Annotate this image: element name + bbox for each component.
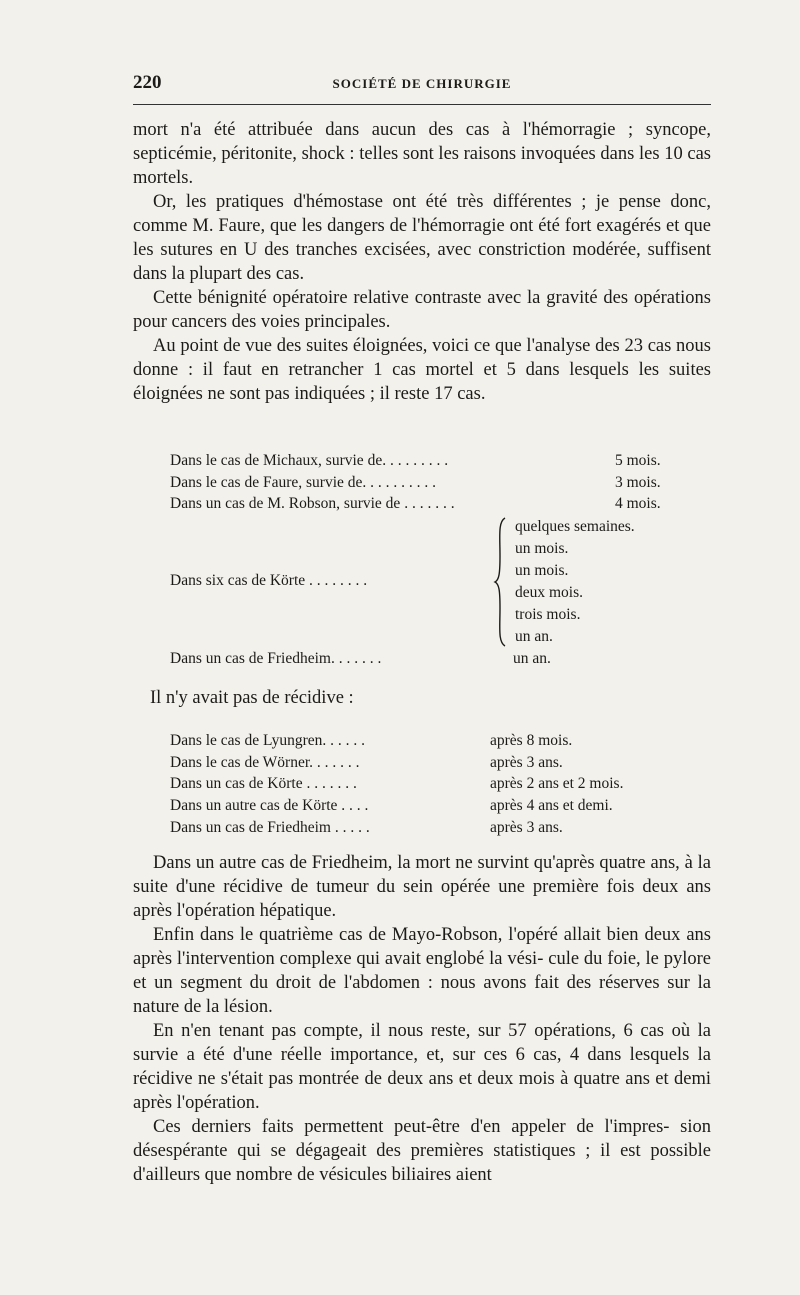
korte-value: un mois. (515, 540, 569, 557)
paragraph: mort n'a été attribuée dans aucun des cas à l'hémorragie ; syncope, septicémie, péritonite, shock : telles sont les raisons invoquées dans les 10 cas mortels. (133, 120, 711, 188)
list-item: Dans un cas de Körte . . . . . . . (170, 775, 357, 792)
header-rule (133, 104, 711, 105)
list-item-value: après 4 ans et demi. (490, 797, 613, 814)
list-item: Dans un cas de Friedheim . . . . . (170, 819, 370, 836)
korte-value: un an. (515, 628, 553, 645)
list-item: Dans un cas de Friedheim. . . . . . . (170, 650, 382, 667)
list-item: Dans le cas de Lyungren. . . . . . (170, 732, 365, 749)
korte-value: un mois. (515, 562, 569, 579)
paragraph: En n'en tenant pas compte, il nous reste, sur 57 opérations, 6 cas où la survie a été d'une réelle importance, et, sur ces 6 cas, 4 dans lesquels la récidive ne s'était pas montrée de deux ans et deux mois à quatre ans et demi après l'opération. (133, 1021, 712, 1113)
list-item-value: 5 mois. (615, 452, 661, 469)
book-page: 220 SOCIÉTÉ DE CHIRURGIE mort n'a été attribuée dans aucun des cas à l'hémorragie ; syncope, septicémie, péritonite, shock : telles sont les raisons invoquées dans les 10 cas mortels. Or, les pratiques d'hémostase ont été très différentes ; je pense donc, comme M. Faure, que les dangers de l'hémorragie ont été fort exagérés et que les sutures en U des tranches excisées, avec constriction modérée, suffisent dans la plupart des cas. Cette bénignité opératoire relative contraste avec la gravité des opérations pour cancers des voies principales. Au point de vue des suites éloignées, voici ce que l'analyse des 23 cas nous donne : il faut en retrancher 1 cas mortel et 5 dans lesquels les suites éloignées ne sont pas indiquées ; il reste 17 cas. Dans le cas de Michaux, survie de. . . . . . . . . 5 mois. Dans le cas de Faure, survie de. . . . . . . . . . 3 mois. Dans un cas de M. Robson, survie de . . . . . . . 4 mois. Dans six cas de Körte . . . . . . . . quelques semaines. un mois. un mois. deux mois. trois mois. un an. Dans un cas de Friedheim. . . . . . . un an. Il n'y avait pas de récidive : Dans le cas de Lyungren. . . . . . après 8 mois. Dans le cas de Wörner. . . . . . . après 3 ans. Dans un cas de Körte . . . . . . . après 2 ans et 2 mois. Dans un autre cas de Körte . . . . après 4 ans et demi. Dans un cas de Friedheim . . . . . après 3 ans. Dans un autre cas de Friedheim, la mort ne survint qu'après quatre ans, à la suite d'une récidive de tumeur du sein opérée une première fois deux ans après l'opération hépatique. Enfin dans le quatrième cas de Mayo-Robson, l'opéré allait bien deux ans après l'intervention complexe qui avait englobé la vési- cule du foie, le pylore et un segment du droit de l'abdomen : nous avons fait des réserves sur la nature de la lésion. En n'en tenant pas compte, il nous reste, sur 57 opérations, 6 cas où la survie a été d'une réelle importance, et, sur ces 6 cas, 4 dans lesquels la récidive ne s'était pas montrée de deux ans et deux mois à quatre ans et demi après l'opération. Ces derniers faits permettent peut-être d'en appeler de l'impres- sion désespérante qui se dégageait des premières statistiques ; il est possible d'ailleurs que nombre de vésicules biliaires aient (133, 72, 712, 1185)
running-title: SOCIÉTÉ DE CHIRURGIE (332, 76, 512, 91)
list-item: Dans le cas de Faure, survie de. . . . . . . . . . (170, 474, 437, 491)
list-item-value: après 3 ans. (490, 754, 563, 771)
korte-value: deux mois. (515, 584, 584, 601)
paragraph: Ces derniers faits permettent peut-être d'en appeler de l'impres- sion désespérante qui se dégageait des premières statistiques ; il est possible d'ailleurs que nombre de vésicules biliaires aient (133, 1117, 712, 1185)
paragraph: Cette bénignité opératoire relative contraste avec la gravité des opérations pour cancers des voies principales. (133, 288, 711, 332)
curly-brace (493, 516, 507, 648)
list-item: Dans un cas de M. Robson, survie de . . . . . . . (170, 495, 455, 512)
list-item-value: 3 mois. (615, 474, 661, 491)
korte-label: Dans six cas de Körte . . . . . . . . (170, 572, 368, 589)
korte-value: quelques semaines. (515, 518, 635, 535)
text-block-top (133, 118, 711, 406)
list-item: Dans un autre cas de Körte . . . . (170, 797, 369, 814)
page-number: 220 (133, 72, 162, 93)
paragraph: Dans un autre cas de Friedheim, la mort ne survint qu'après quatre ans, à la suite d'une récidive de tumeur du sein opérée une première fois deux ans après l'opération hépatique. (133, 853, 712, 921)
list-item-value: 4 mois. (615, 495, 661, 512)
list-item-value: après 3 ans. (490, 819, 563, 836)
list-item-value: un an. (513, 650, 551, 667)
paragraph: Au point de vue des suites éloignées, voici ce que l'analyse des 23 cas nous donne : il faut en retrancher 1 cas mortel et 5 dans lesquels les suites éloignées ne sont pas indiquées ; il reste 17 cas. (133, 336, 712, 404)
list-item-value: après 8 mois. (490, 732, 573, 749)
korte-value: trois mois. (515, 606, 581, 623)
list-item: Dans le cas de Wörner. . . . . . . (170, 754, 360, 771)
text-block-bottom (133, 851, 711, 1187)
paragraph: Or, les pratiques d'hémostase ont été très différentes ; je pense donc, comme M. Faure, que les dangers de l'hémorragie ont été fort exagérés et que les sutures en U des tranches excisées, avec constriction modérée, suffisent dans la plupart des cas. (133, 192, 712, 284)
list-item-value: après 2 ans et 2 mois. (490, 775, 624, 792)
paragraph: Enfin dans le quatrième cas de Mayo-Robson, l'opéré allait bien deux ans après l'intervention complexe qui avait englobé la vési- cule du foie, le pylore et un segment du droit de l'abdomen : nous avons fait des réserves sur la nature de la lésion. (133, 925, 712, 1017)
no-recurrence-intro: Il n'y avait pas de récidive : (150, 688, 354, 708)
page-header (133, 70, 711, 98)
